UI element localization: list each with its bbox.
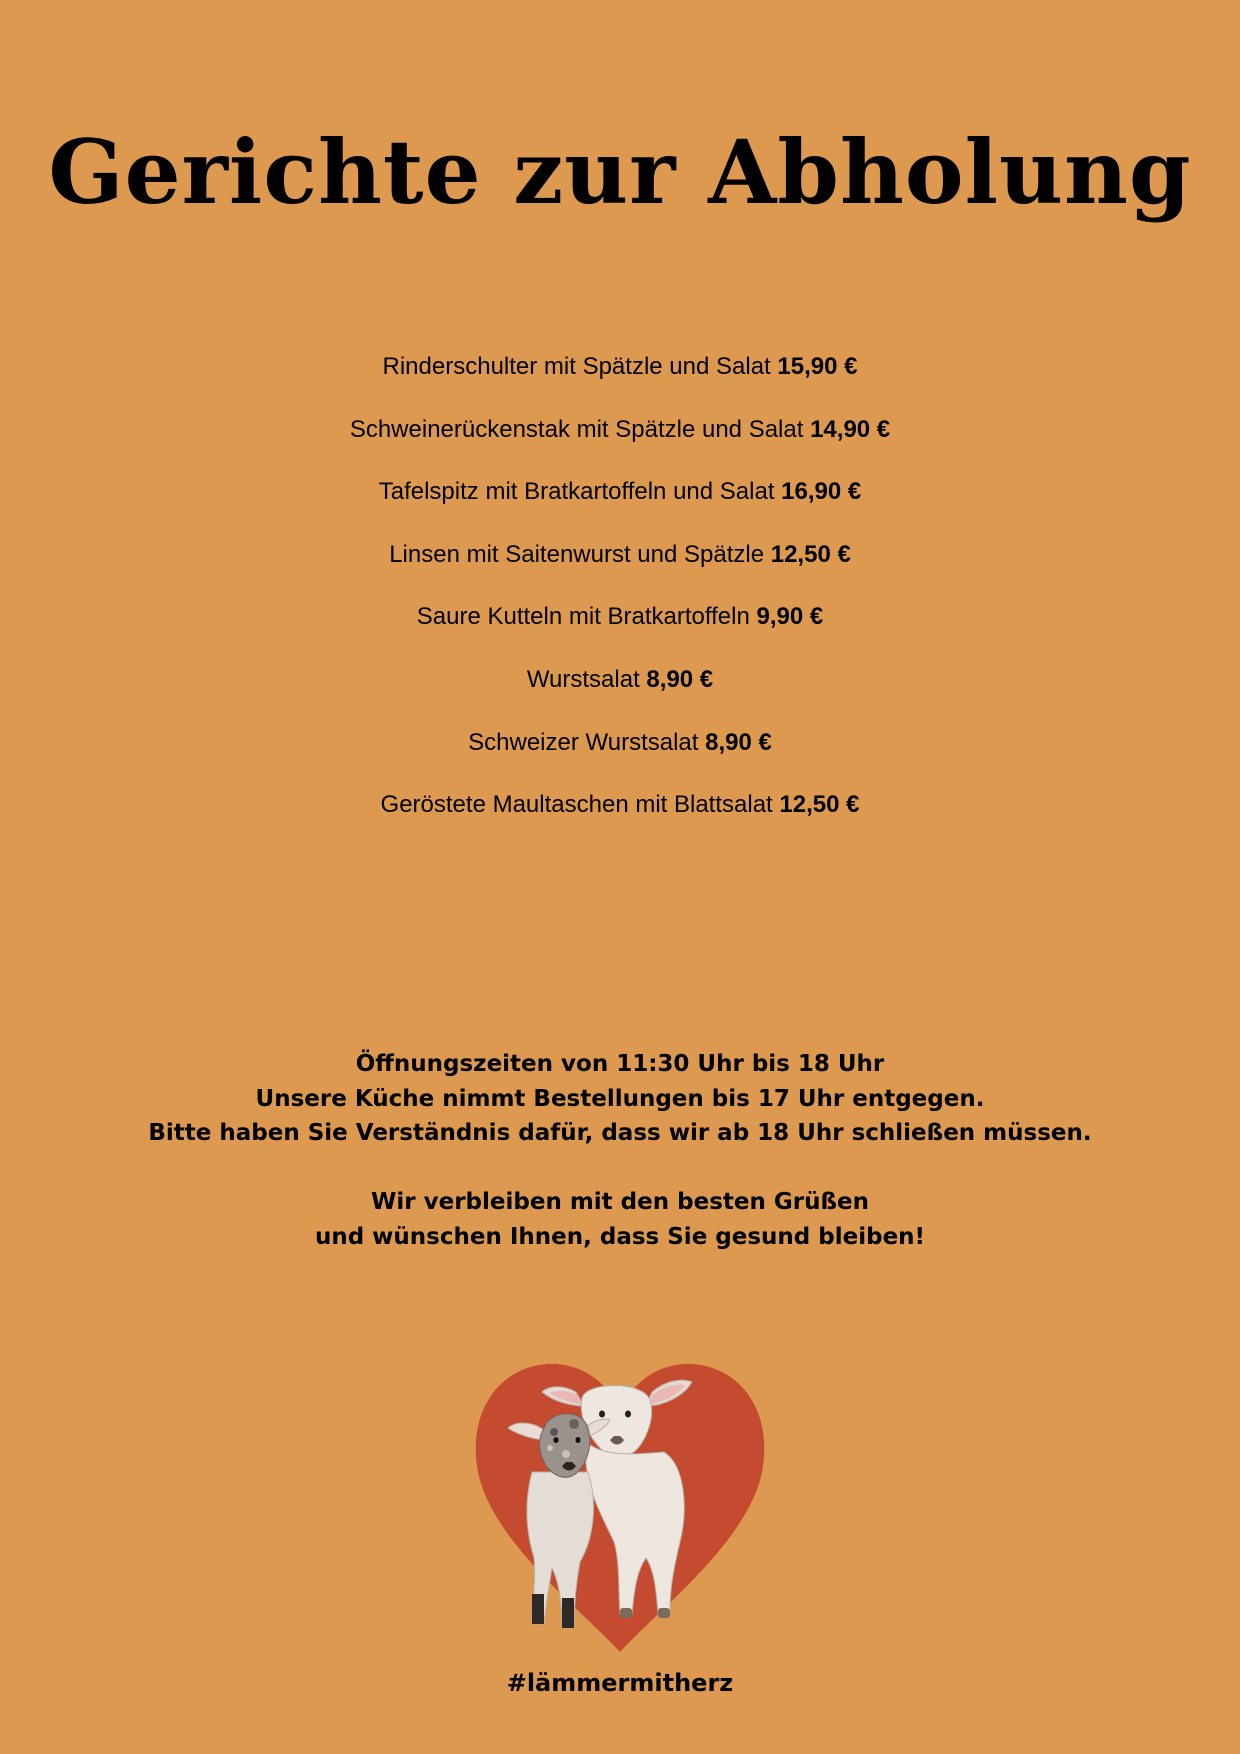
dish-price: 8,90 € [705,728,772,756]
dish-price: 15,90 € [777,353,858,380]
dish-item [0,595,1240,658]
greeting-line-2: und wünschen Ihnen, dass Sie gesund bleiben! [314,1223,926,1250]
dish-name: Schweinerückenstak mit Spätzle und Salat [349,415,804,443]
closing-note-text: Bitte haben Sie Verständnis dafür, dass wir ab 18 Uhr schließen müssen. [148,1120,1092,1146]
dish-price: 12,50 € [770,540,851,568]
kitchen-hours-text: Unsere Küche nimmt Bestellungen bis 17 Uhr entgegen. [255,1085,985,1112]
dish-item [0,721,1240,784]
spacer [0,1151,1240,1186]
dish-price: 14,90 € [810,415,891,443]
dish-item [0,658,1240,721]
dish-price: 12,50 € [779,791,860,819]
opening-info [0,1047,1240,1254]
dish-item [0,345,1240,408]
hashtag: #lämmermitherz [506,1669,734,1697]
opening-hours-text: Öffnungszeiten von 11:30 Uhr bis 18 Uhr [355,1051,885,1077]
dish-name: Wurstsalat [526,665,640,693]
dish-item [0,783,1240,846]
dish-name: Schweizer Wurstsalat [468,728,699,756]
dish-price: 8,90 € [646,665,714,693]
dish-name: Geröstete Maultaschen mit Blattsalat [380,791,773,819]
dish-item [0,533,1240,596]
dish-list [0,345,1240,846]
dish-item [0,470,1240,533]
dish-name: Linsen mit Saitenwurst und Spätzle [389,540,765,568]
heart-with-lambs-icon [474,1362,766,1660]
page-title: Gerichte zur Abholung [48,120,1192,224]
dish-name: Tafelspitz mit Bratkartoffeln und Salat [378,478,775,506]
dish-item [0,408,1240,471]
dish-price: 9,90 € [756,603,824,631]
dish-name: Saure Kutteln mit Bratkartoffeln [416,603,750,631]
greeting-line-1: Wir verbleiben mit den besten Grüßen [371,1189,869,1215]
dish-name: Rinderschulter mit Spätzle und Salat [382,353,771,380]
dish-price: 16,90 € [781,478,862,506]
